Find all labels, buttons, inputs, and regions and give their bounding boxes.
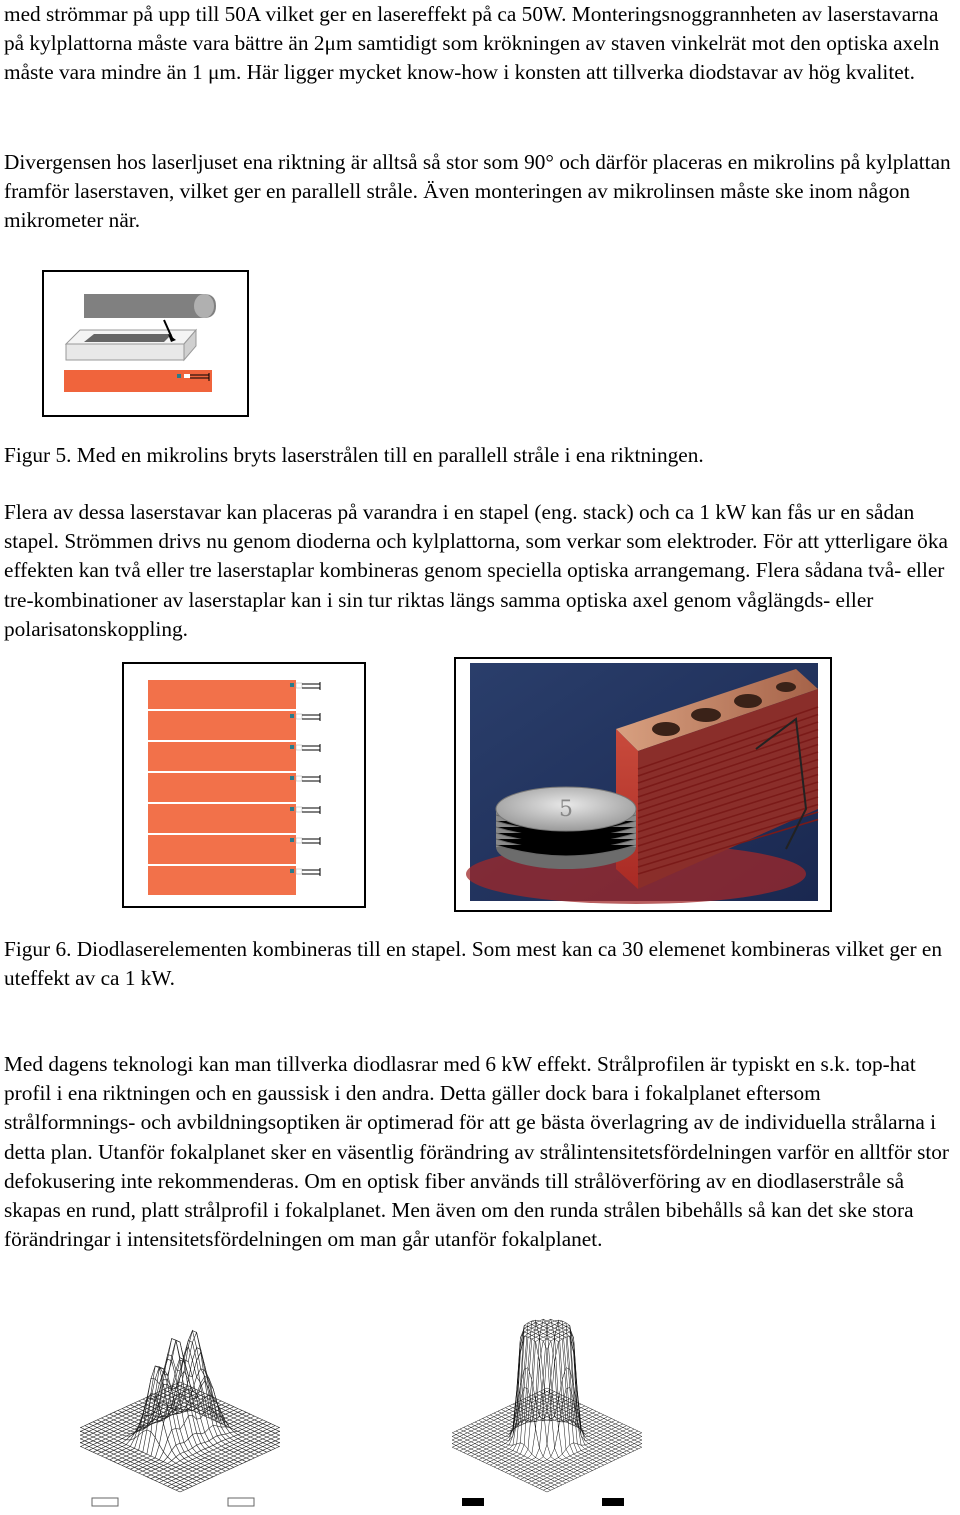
figure-6-right-frame (454, 657, 832, 912)
stack-bar (148, 711, 296, 740)
paragraph-intro: med strömmar på upp till 50A vilket ger en lasereffekt på ca 50W. Monteringsnoggrannheten av laserstavarna på kylplattorna måste vara bättre än 2μm samtidigt som krökningen av staven vinkelrät mot den optiska axeln måste vara mindre än 1 μm. Här ligger mycket know-how i konsten att tillverka diodstavar av hög kvalitet. (4, 2, 940, 85)
tophat-profile-figure (452, 1318, 642, 1513)
figure-6-left-frame (122, 662, 366, 908)
top-hat-beam-profile-plot (452, 1318, 642, 1513)
coin-numeral-glyph: 5 (559, 797, 573, 822)
laser-stack-photo (456, 659, 830, 910)
stack-bar (148, 773, 296, 802)
paragraph-beam-profile: Med dagens teknologi kan man tillverka diodlasrar med 6 kW effekt. Strålprofilen är typiskt en s.k. top-hat profil i ena riktningen och en gaussisk i den andra. Detta gäller dock bara i fokalplanet eftersom strålformnings- och avbildningsoptiken är optimerad för att ge bästa överlagring av de individuella strålarna i detta plan. Utanför fokalplanet sker en väsentlig förändring av strålintensitetsfördelningen varför en alltför stor defokusering inte rekommenderas. Om en optisk fiber används till strålöverföring av en diodlaserstråle så skapas en rund, platt strålprofil i fokalplanet. Men även om den runda strålen bibehålls så kan det ske stora förändringar i intensitetsfördelningen om man går utanför fokalplanet. (4, 1052, 950, 1252)
laser-bar (84, 334, 172, 342)
figure-5-frame (42, 270, 249, 417)
microlens-diagram (44, 272, 247, 415)
gaussian-profile-figure (80, 1312, 280, 1512)
figure-6-caption: Figur 6. Diodlaserelementen kombineras till en stapel. Som mest kan ca 30 elemenet kombineras vilket ger en uteffekt av ca 1 kW. (4, 937, 942, 991)
stack-bar (148, 835, 296, 864)
gaussian-beam-profile-plot (80, 1312, 280, 1512)
stack-bar (148, 866, 296, 895)
stack-bar (148, 804, 296, 833)
laser-stack-diagram (124, 664, 364, 906)
stack-bar (148, 742, 296, 771)
figure-5-caption: Figur 5. Med en mikrolins bryts laserstrålen till en parallell stråle i ena riktningen. (4, 443, 704, 467)
paragraph-divergence: Divergensen hos laserljuset ena riktning är alltså så stor som 90° och därför placeras en mikrolins på kylplattan framför laserstaven, vilket ger en parallell stråle. Även monteringen av mikrolinsen måste ske inom någon mikrometer när. (4, 150, 951, 233)
stack-bar (148, 680, 296, 709)
paragraph-stack: Flera av dessa laserstavar kan placeras på varandra i en stapel (eng. stack) och ca 1 kW kan fås ur en sådan stapel. Strömmen drivs nu genom dioderna och kylplattorna, som verkar som elektroder. För att ytterligare öka effekten kan två eller tre laserstaplar kombineras genom speciella optiska arrangemang. Flera sådana två- eller tre-kombinationer av laserstaplar kan i sin tur riktas längs samma optiska axel genom våglängds- eller polarisatonskoppling. (4, 500, 948, 641)
laser-strip-top-view (64, 370, 212, 392)
